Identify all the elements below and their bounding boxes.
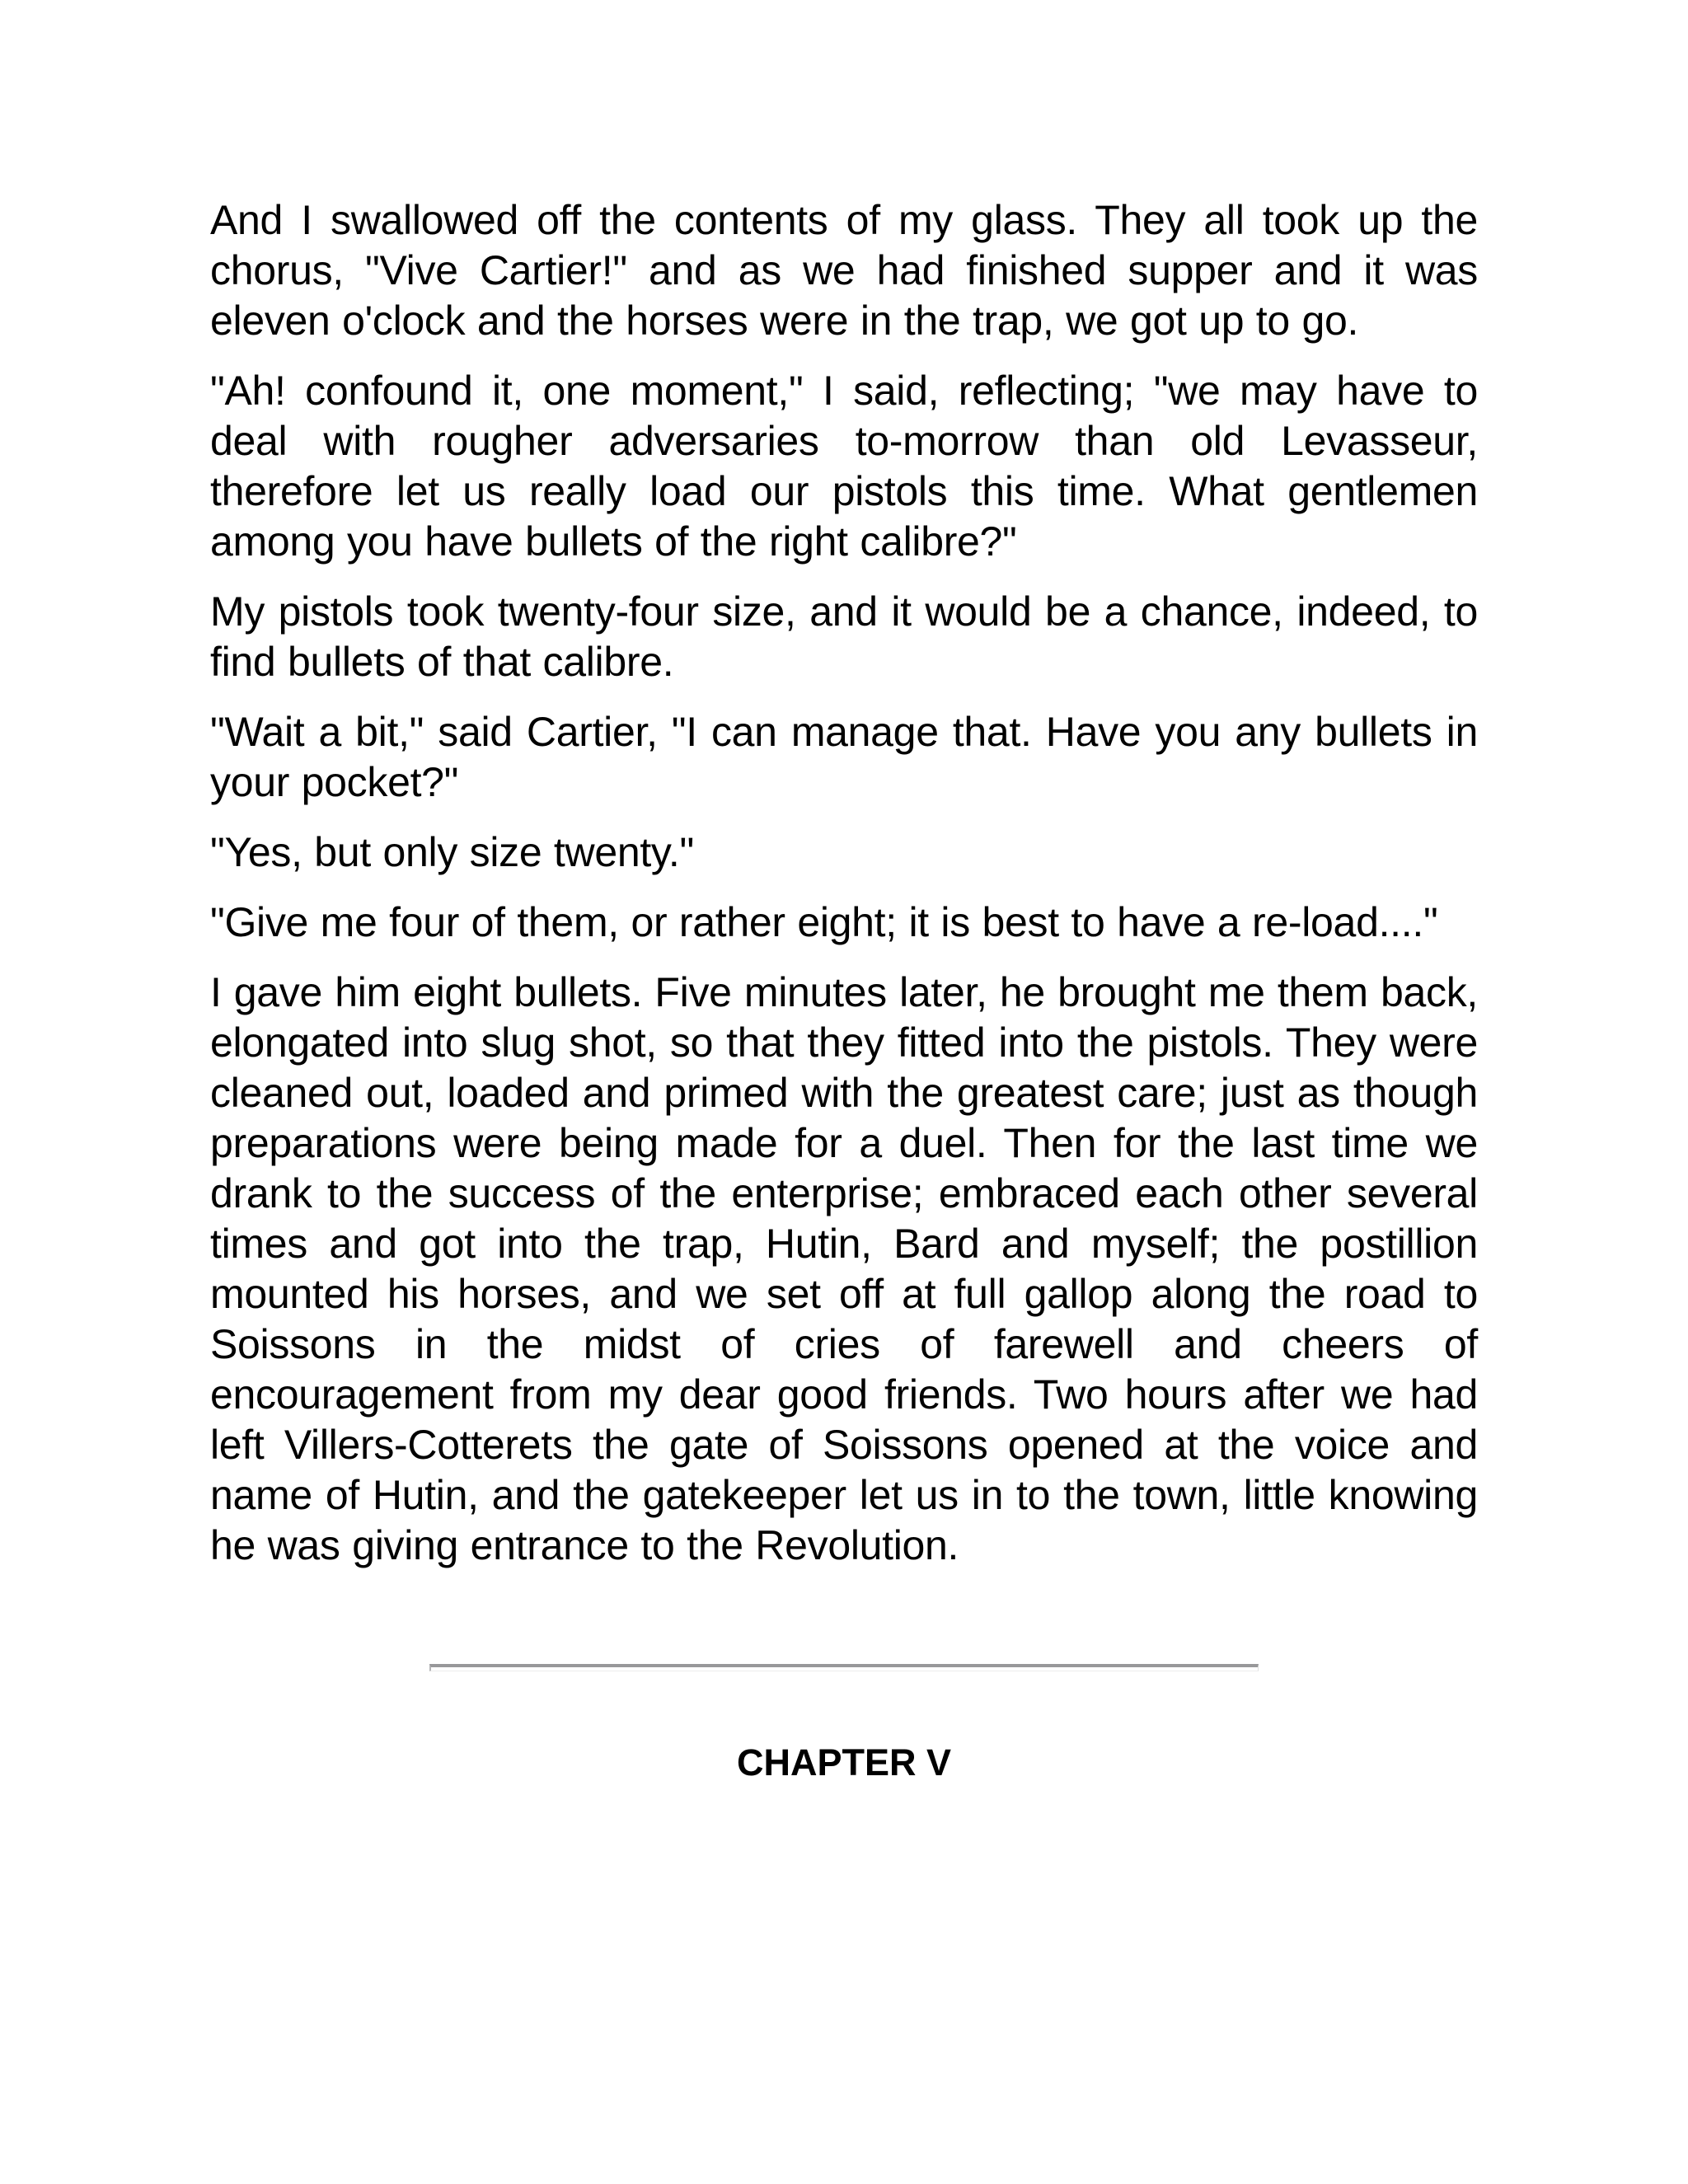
paragraph: "Ah! confound it, one moment," I said, reflecting; "we may have to deal with rougher adversaries to-morrow than old Levasseur, therefore let us really load our pistols this time. What gentlemen among you have bullets of the right calibre?" [210, 368, 1478, 565]
paragraph: "Give me four of them, or rather eight; it is best to have a re-load...." [210, 899, 1438, 945]
paragraph: I gave him eight bullets. Five minutes later, he brought me them back, elongated into slug shot, so that they fitted into the pistols. They were cleaned out, loaded and primed with the greatest care; just as though preparations were being made for a duel. Then for the last time we drank to the success of the enterprise; embraced each other several times and got into the trap, Hutin, Bard and myself; the postillion mounted his horses, and we set off at full gallop along the road to Soissons in the midst of cries of farewell and cheers of encouragement from my dear good friends. Two hours after we had left Villers-Cotterets the gate of Soissons opened at the voice and name of Hutin, and the gatekeeper let us in to the town, little knowing he was giving entrance to the Revolution. [210, 969, 1478, 1568]
paragraph: "Wait a bit," said Cartier, "I can manage that. Have you any bullets in your pocket?" [210, 709, 1478, 805]
paragraph: "Yes, but only size twenty." [210, 829, 694, 875]
paragraph: And I swallowed off the contents of my glass. They all took up the chorus, "Vive Cartier!" and as we had finished supper and it was eleven o'clock and the horses were in the trap, we got up to go. [210, 197, 1478, 344]
section-separator [429, 1664, 1259, 1671]
chapter-heading: CHAPTER V [736, 1741, 952, 1783]
text-content [210, 195, 1478, 1571]
paragraph: My pistols took twenty-four size, and it would be a chance, indeed, to find bullets of that calibre. [210, 588, 1478, 685]
